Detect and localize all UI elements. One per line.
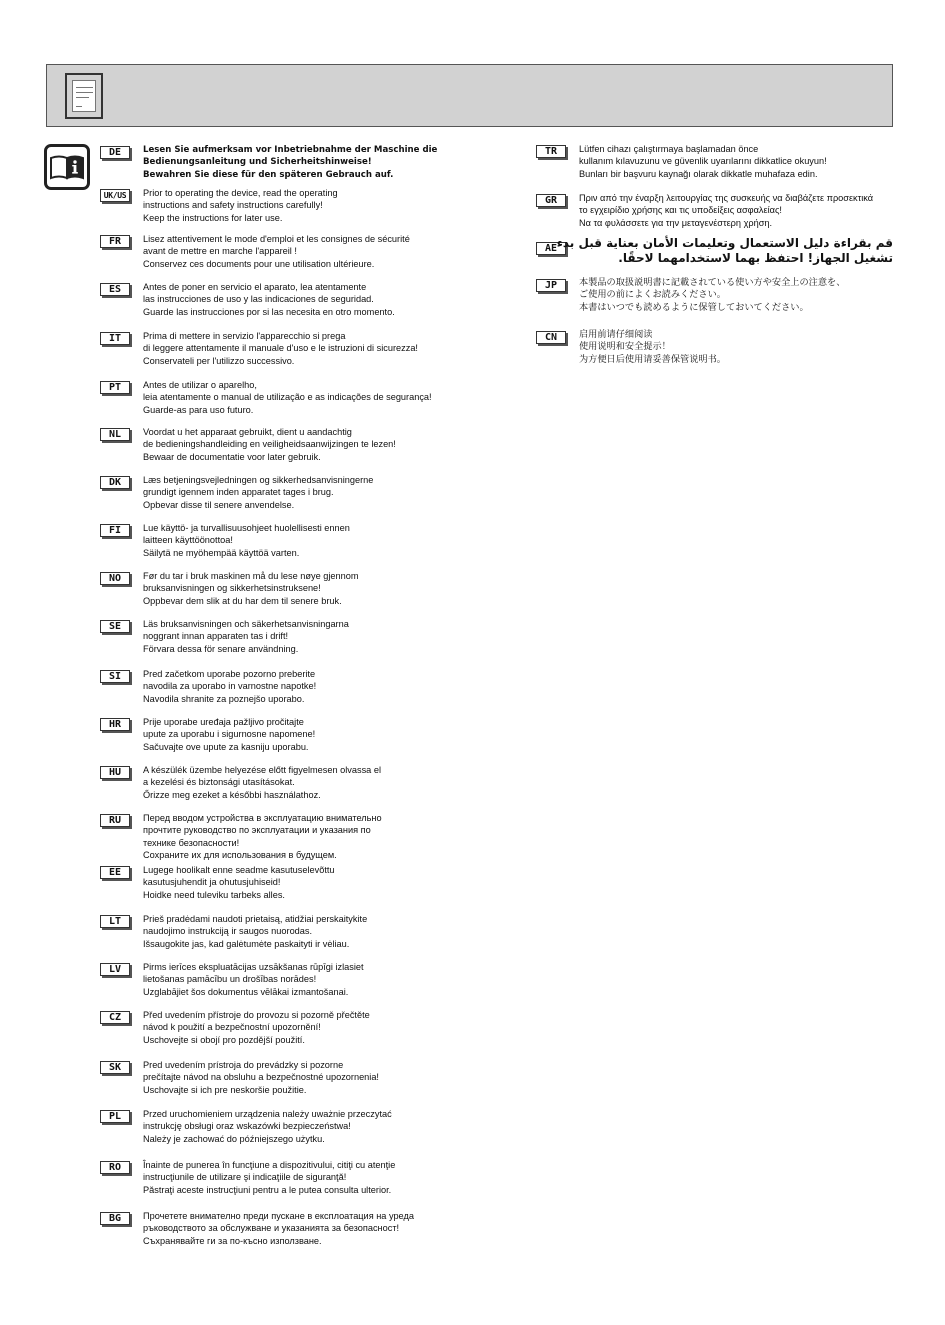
instruction-line: Bedienungsanleitung und Sicherheitshinweise! <box>143 157 372 168</box>
instruction-text <box>143 522 350 559</box>
instruction-line: Lütfen cihazı çalıştırmaya başlamadan önce <box>579 144 759 154</box>
instruction-line: Prior to operating the device, read the operating <box>143 188 338 198</box>
instruction-line: a kezelési és biztonsági utasításokat. <box>143 777 295 788</box>
instruction-line: instrucţiunile de utilizare şi indicaţiile de siguranţă! <box>143 1172 347 1183</box>
instruction-line: Prieš pradėdami naudoti prietaisą, atidžiai perskaitykite <box>143 914 368 924</box>
instruction-line: Сохраните их для использования в будущем. <box>143 850 337 861</box>
instruction-text <box>143 379 432 416</box>
instruction-line: ご使用の前によくお読みください。 <box>579 289 726 301</box>
instruction-text <box>143 1009 370 1046</box>
instruction-line: Bewaar de documentatie voor later gebruik. <box>143 451 321 462</box>
instruction-line: Opbevar disse til senere anvendelse. <box>143 499 295 510</box>
instruction-line: di leggere attentamente il manuale d'uso e le istruzioni di sicurezza! <box>143 343 418 354</box>
instruction-text <box>143 716 315 753</box>
instruction-line: Conservez ces documents pour une utilisation ultérieure. <box>143 258 375 269</box>
language-code-badge: FR <box>100 235 130 248</box>
instruction-line: Uschovejte si obojí pro pozdější použití. <box>143 1034 305 1045</box>
instruction-line: Pred uvedením prístroja do prevádzky si pozorne <box>143 1060 344 1070</box>
instruction-line: Před uvedením přístroje do provozu si pozorně přečtěte <box>143 1010 370 1020</box>
instruction-text <box>579 277 845 314</box>
instruction-text <box>579 192 873 229</box>
language-code-badge: UK/US <box>100 189 130 202</box>
instruction-line: naudojimo instrukciją ir saugos nuorodas. <box>143 926 313 937</box>
language-code-badge: TR <box>536 145 566 158</box>
instruction-line: 本書はいつでも読めるように保管しておいてください。 <box>579 301 809 313</box>
instruction-line: Lisez attentivement le mode d'emploi et les consignes de sécurité <box>143 234 410 244</box>
instruction-line: Πριν από την έναρξη λειτουργίας της συσκευής να διαβάζετε προσεκτικά <box>579 193 874 203</box>
instruction-line: Păstraţi aceste instrucţiuni pentru a le putea consulta ulterior. <box>143 1184 392 1195</box>
instruction-text <box>143 764 381 801</box>
instruction-line: Guarde las instrucciones por si las necesita en otro momento. <box>143 306 395 317</box>
language-code-badge: JP <box>536 279 566 292</box>
instruction-line: Uschovajte si ich pre neskoršie použitie. <box>143 1084 307 1095</box>
instruction-line: Прочетете внимателно преди пускане в експлоатация на уреда <box>143 1211 414 1221</box>
instruction-line: noggrant innan apparaten tas i drift! <box>143 631 289 642</box>
instruction-text <box>143 187 338 224</box>
instruction-text <box>143 1159 395 1196</box>
instruction-line: las instrucciones de uso y las indicaciones de seguridad. <box>143 294 374 305</box>
language-code-badge: LT <box>100 915 130 928</box>
instruction-line: avant de mettre en marche l'appareil ! <box>143 246 297 257</box>
instruction-line: lietošanas pamācību un drošības norādes! <box>143 974 317 985</box>
instruction-line: το εγχειρίδιο χρήσης και τις υποδείξεις ασφαλείας! <box>579 205 782 216</box>
language-code-badge: SI <box>100 670 130 683</box>
instruction-text <box>143 668 316 705</box>
language-code-badge: FI <box>100 524 130 537</box>
language-code-badge: GR <box>536 194 566 207</box>
instruction-line: Conservateli per l'utilizzo successivo. <box>143 355 295 366</box>
instruction-line: de bedieningshandleiding en veiligheidsaanwijzingen te lezen! <box>143 439 396 450</box>
instruction-line: Voordat u het apparaat gebruikt, dient u aandachtig <box>143 427 352 437</box>
instruction-line: upute za uporabu i sigurnosne napomene! <box>143 729 316 740</box>
language-code-badge: DK <box>100 476 130 489</box>
instruction-line: 为方便日后使用请妥善保管说明书。 <box>579 353 726 365</box>
instruction-line: Pirms ierīces ekspluatācijas uzsākšanas rūpīgi izlasiet <box>143 962 364 972</box>
instruction-line: Navodila shranite za poznejšo uporabo. <box>143 693 305 704</box>
instruction-text <box>143 1210 414 1247</box>
instruction-text <box>143 330 418 367</box>
language-code-badge: CZ <box>100 1011 130 1024</box>
language-code-badge: RU <box>100 814 130 827</box>
language-code-badge: NL <box>100 428 130 441</box>
instruction-line: A készülék üzembe helyezése előtt figyelmesen olvassa el <box>143 765 381 775</box>
instruction-line: Съхранявайте ги за по-късно използване. <box>143 1235 322 1246</box>
instruction-text <box>143 233 410 270</box>
instruction-line: Antes de poner en servicio el aparato, lea atentamente <box>143 282 367 292</box>
instruction-text <box>579 329 726 366</box>
instruction-line: instrukcję obsługi oraz wskazówki bezpieczeństwa! <box>143 1121 351 1132</box>
instruction-text <box>143 913 367 950</box>
instruction-line: Bewahren Sie diese für den späteren Gebrauch auf. <box>143 169 394 180</box>
instruction-line: ръководството за обслужване и указанията за безопасност! <box>143 1223 400 1234</box>
instruction-line: Перед вводом устройства в эксплуатацию внимательно <box>143 813 382 823</box>
instruction-text <box>143 281 395 318</box>
instruction-line: grundigt igennem inden apparatet tages i brug. <box>143 487 334 498</box>
instruction-line: Förvara dessa för senare användning. <box>143 643 299 654</box>
instruction-text <box>143 812 382 862</box>
language-code-badge: HR <box>100 718 130 731</box>
language-code-badge: PL <box>100 1110 130 1123</box>
instruction-line: Lue käyttö- ja turvallisuusohjeet huolellisesti ennen <box>143 523 350 533</box>
instruction-line: Należy je zachować do późniejszego użytku. <box>143 1133 325 1144</box>
language-code-badge: ES <box>100 283 130 296</box>
instruction-line: Hoidke need tuleviku tarbeks alles. <box>143 889 285 900</box>
language-code-badge: DE <box>100 146 130 159</box>
instruction-line: Lugege hoolikalt enne seadme kasutuselevõttu <box>143 865 335 875</box>
language-code-badge: SK <box>100 1061 130 1074</box>
instruction-line: Oppbevar dem slik at du har dem til senere bruk. <box>143 595 342 606</box>
instruction-line: Przed uruchomieniem urządzenia należy uważnie przeczytać <box>143 1109 392 1119</box>
document-icon <box>65 73 103 119</box>
instruction-text <box>536 236 893 266</box>
instruction-line: Läs bruksanvisningen och säkerhetsanvisningarna <box>143 619 349 629</box>
read-manual-icon <box>44 144 90 190</box>
instruction-line: Før du tar i bruk maskinen må du lese nøye gjennom <box>143 571 359 581</box>
instruction-line: Pred začetkom uporabe pozorno preberite <box>143 669 316 679</box>
instruction-line: Guarde-as para uso futuro. <box>143 404 254 415</box>
instruction-line: instructions and safety instructions carefully! <box>143 200 323 211</box>
instruction-text <box>143 1108 392 1145</box>
language-code-badge: NO <box>100 572 130 585</box>
instruction-line: Keep the instructions for later use. <box>143 212 283 223</box>
instruction-text <box>143 474 373 511</box>
instruction-line: Bunları bir başvuru kaynağı olarak dikkatle muhafaza edin. <box>579 168 818 179</box>
instruction-line: Læs betjeningsvejledningen og sikkerhedsanvisningerne <box>143 475 374 485</box>
instruction-text <box>143 1059 379 1096</box>
language-code-badge: EE <box>100 866 130 879</box>
instruction-text <box>143 144 437 181</box>
language-code-badge: LV <box>100 963 130 976</box>
instruction-line: Înainte de punerea în funcţiune a dispozitivului, citiţi cu atenţie <box>143 1160 396 1170</box>
instruction-text <box>143 864 335 901</box>
language-code-badge: BG <box>100 1212 130 1225</box>
instruction-line: navodila za uporabo in varnostne napotke! <box>143 681 317 692</box>
instruction-line: Őrizze meg ezeket a későbbi használathoz. <box>143 789 321 800</box>
instruction-line: прочтите руководство по эксплуатации и указания по <box>143 825 371 836</box>
instruction-line: Prije uporabe uređaja pažljivo pročitajte <box>143 717 304 727</box>
header-bar <box>46 64 893 127</box>
instruction-line: prečítajte návod na obsluhu a bezpečnostné upozornenia! <box>143 1072 379 1083</box>
instruction-line: Sačuvajte ove upute za kasniju uporabu. <box>143 741 309 752</box>
language-code-badge: AE <box>536 242 566 255</box>
instruction-line: návod k použití a bezpečnostní upozornění! <box>143 1022 321 1033</box>
instruction-text <box>143 426 396 463</box>
instruction-line: Prima di mettere in servizio l'apparecchio si prega <box>143 331 346 341</box>
instruction-line: تشغيل الجهاز! احتفظ بهما لاستخدامهما لاحقًا. <box>618 251 893 265</box>
instruction-line: технике безопасности! <box>143 837 240 848</box>
instruction-line: Να τα φυλάσσετε για την μεταγενέστερη χρήση. <box>579 217 773 228</box>
instruction-text <box>143 961 364 998</box>
language-code-badge: RO <box>100 1161 130 1174</box>
instruction-line: Lesen Sie aufmerksam vor Inbetriebnahme der Maschine die <box>143 145 438 155</box>
instruction-line: leia atentamente o manual de utilização e as indicações de segurança! <box>143 392 432 403</box>
instruction-line: kasutusjuhendit ja ohutusjuhiseid! <box>143 877 281 888</box>
instruction-line: kullanım kılavuzunu ve güvenlik uyarılarını dikkatlice okuyun! <box>579 156 827 167</box>
language-code-badge: CN <box>536 331 566 344</box>
instruction-line: Išsaugokite jas, kad galėtumėte paskaityti ir vėliau. <box>143 938 350 949</box>
instruction-line: 本製品の取扱説明書に記載されている使い方や安全上の注意を、 <box>579 277 846 288</box>
instruction-line: Antes de utilizar o aparelho, <box>143 380 257 390</box>
instruction-line: قم بقراءة دليل الاستعمال وتعليمات الأمان بعناية قبل بدء <box>556 236 893 250</box>
language-code-badge: IT <box>100 332 130 345</box>
language-code-badge: HU <box>100 766 130 779</box>
instruction-line: bruksanvisningen og sikkerhetsinstruksene! <box>143 583 321 594</box>
language-code-badge: PT <box>100 381 130 394</box>
instruction-line: laitteen käyttöönottoa! <box>143 535 233 546</box>
instruction-text <box>579 143 827 180</box>
instruction-line: 启用前请仔细阅读 <box>579 329 653 340</box>
instruction-text <box>143 618 349 655</box>
language-code-badge: SE <box>100 620 130 633</box>
instruction-line: Uzglabājiet šos dokumentus vēlākai izmantošanai. <box>143 986 349 997</box>
instruction-line: 使用说明和安全提示！ <box>579 341 671 353</box>
instruction-line: Säilytä ne myöhempää käyttöä varten. <box>143 547 300 558</box>
instruction-text <box>143 570 359 607</box>
